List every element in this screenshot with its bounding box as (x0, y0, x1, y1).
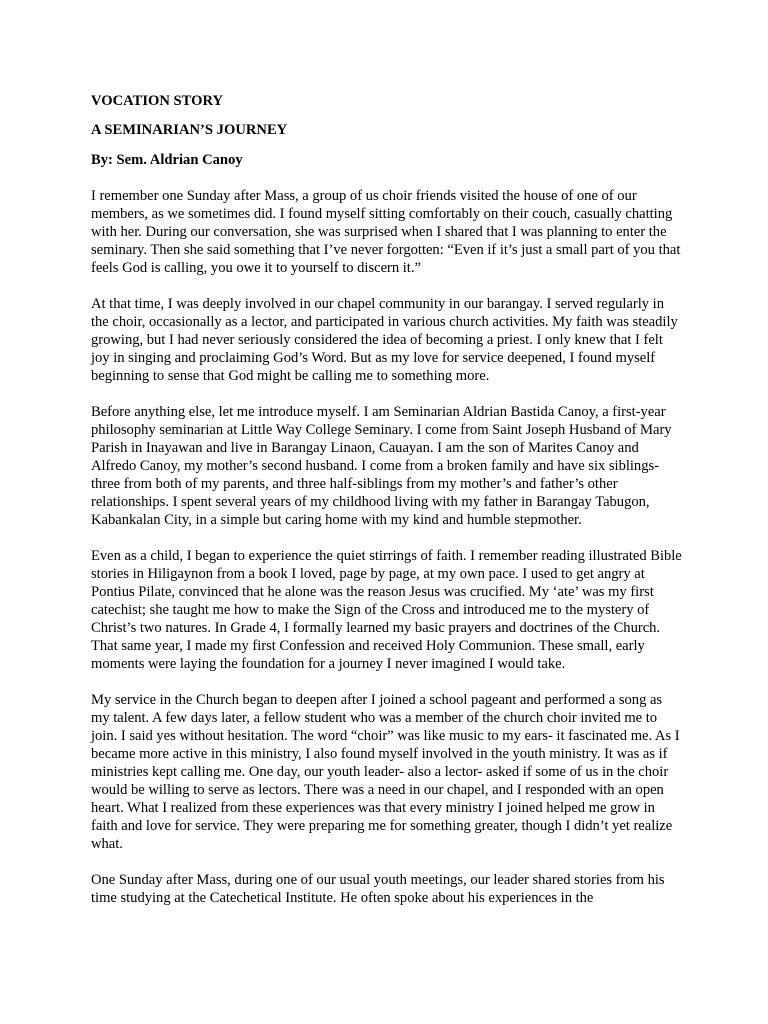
document-body (91, 92, 683, 925)
paragraph-4: Even as a child, I began to experience the quiet stirrings of faith. I remember reading illustrated Bible stories in Hiligaynon from a book I loved, page by page, at my own pace. I used to get angry at Pontius Pilate, convinced that he alone was the reason Jesus was crucified. My ‘ate’ was my first catechist; she taught me how to make the Sign of the Cross and introduced me to the mystery of Christ’s two natures. In Grade 4, I formally learned my basic prayers and doctrines of the Church. That same year, I made my first Confession and received Holy Communion. These small, early moments were laying the foundation for a journey I never imagined I would take. (91, 548, 682, 672)
paragraph-2: At that time, I was deeply involved in our chapel community in our barangay. I served regularly in the choir, occasionally as a lector, and participated in various church activities. My faith was steadily growing, but I had never seriously considered the idea of becoming a priest. I only knew that I felt joy in singing and proclaiming God’s Word. But as my love for service deepened, I found myself beginning to sense that God might be calling me to something more. (91, 296, 678, 384)
paragraph-5: My service in the Church began to deepen after I joined a school pageant and performed a song as my talent. A few days later, a fellow student who was a member of the church choir invited me to join. I said yes without hesitation. The word “choir” was like music to my ears- it fascinated me. As I became more active in this ministry, I also found myself involved in the youth ministry. It was as if ministries kept calling me. One day, our youth leader- also a lector- asked if some of us in the choir would be willing to serve as lectors. There was a need in our chapel, and I responded with an open heart. What I realized from these experiences was that every ministry I joined helped me grow in faith and love for service. They were preparing me for something greater, though I didn’t yet realize what. (91, 692, 680, 852)
document-subtitle: A SEMINARIAN’S JOURNEY (91, 122, 288, 138)
paragraph-3: Before anything else, let me introduce myself. I am Seminarian Aldrian Bastida Canoy, a first-year philosophy seminarian at Little Way College Seminary. I come from Saint Joseph Husband of Mary Parish in Inayawan and live in Barangay Linaon, Cauayan. I am the son of Marites Canoy and Alfredo Canoy, my mother’s second husband. I come from a broken family and have six siblings- three from both of my parents, and three half-siblings from my mother’s and father’s other relationships. I spent several years of my childhood living with my father in Barangay Tabugon, Kabankalan City, in a simple but caring home with my kind and humble stepmother. (91, 404, 672, 528)
paragraph-1: I remember one Sunday after Mass, a group of us choir friends visited the house of one of our members, as we sometimes did. I found myself sitting comfortably on their couch, casually chatting with her. During our conversation, she was surprised when I shared that I was planning to enter the seminary. Then she said something that I’ve never forgotten: “Even if it’s just a small part of you that feels God is calling, you owe it to yourself to discern it.” (91, 188, 681, 276)
document-byline: By: Sem. Aldrian Canoy (91, 152, 243, 168)
document-title: VOCATION STORY (91, 93, 224, 109)
paragraph-6: One Sunday after Mass, during one of our usual youth meetings, our leader shared stories from his time studying at the Catechetical Institute. He often spoke about his experiences in the (91, 872, 665, 906)
